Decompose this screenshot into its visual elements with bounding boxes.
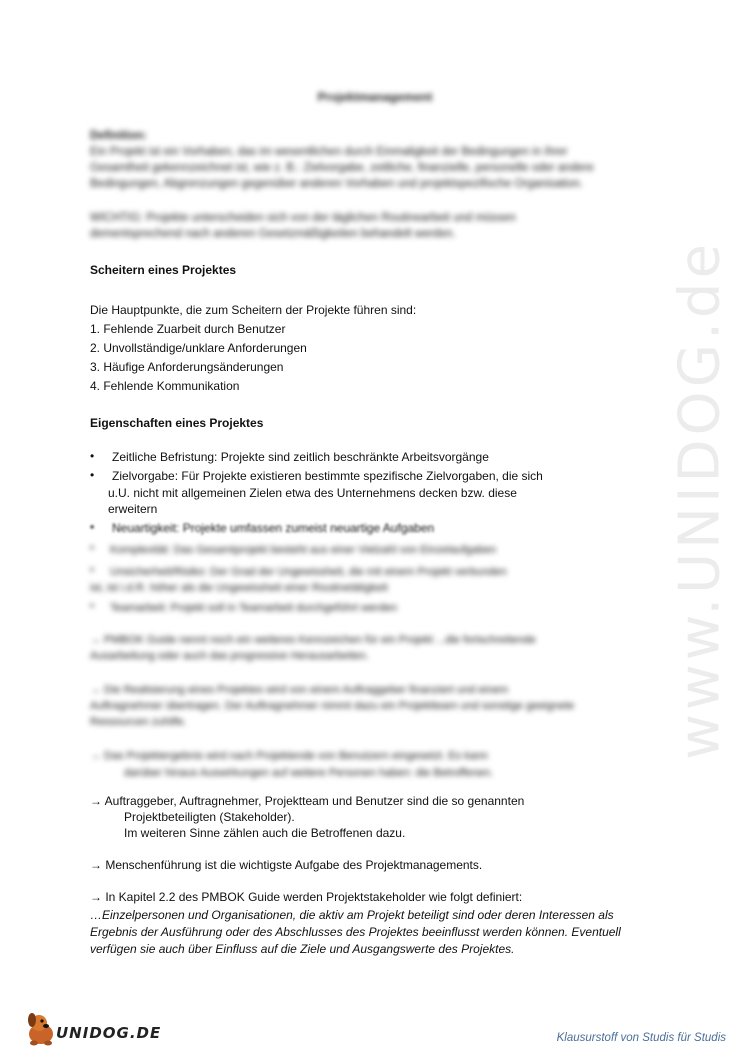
important-block bbox=[90, 210, 630, 242]
footer-tagline: Klausurstoff von Studis für Studis bbox=[556, 1032, 726, 1044]
paragraph-line: darüber hinaus Auswirkungen auf weitere Personen haben: die Betroffenen. bbox=[124, 767, 494, 779]
pmbok-definition-quote: verfügen sie auch über Einfluss auf die Ziele und Ausgangswerte des Projektes. bbox=[90, 942, 515, 956]
bullet-text: Zeitliche Befristung: Projekte sind zeitlich beschränkte Arbeitsvorgänge bbox=[112, 450, 489, 464]
watermark bbox=[640, 240, 750, 760]
paragraph-line: → PMBOK Guide nennt noch ein weiteres Kennzeichen für ein Projekt ...die fortschreitende bbox=[90, 634, 536, 646]
bullet-text: Zielvorgabe: Für Projekte existieren bestimmte spezifische Zielvorgaben, die sich bbox=[112, 469, 543, 483]
stakeholder-line: → Auftraggeber, Auftragnehmer, Projektteam und Benutzer sind die so genannten bbox=[90, 794, 525, 808]
important-line: dementsprechend nach anderen Gesetzmäßigkeiten behandelt werden. bbox=[90, 228, 456, 240]
bullet-text: Komplexität: Das Gesamtprojekt besteht aus einer Vielzahl von Einzelaufgaben bbox=[110, 544, 497, 556]
bullet-text: erweitern bbox=[108, 502, 158, 516]
stakeholder-line: Projektbeteiligten (Stakeholder). bbox=[124, 810, 295, 824]
definition-block bbox=[90, 128, 630, 192]
list-item: 2. Unvollständige/unklare Anforderungen bbox=[90, 341, 307, 355]
page-title: Projektmanagement bbox=[317, 90, 433, 104]
section1-intro: Die Hauptpunkte, die zum Scheitern der Projekte führen sind: bbox=[90, 303, 417, 317]
stakeholder-line: Im weiteren Sinne zählen auch die Betroffenen dazu. bbox=[124, 826, 406, 840]
bullet-icon: • bbox=[90, 564, 94, 576]
list-item: 4. Fehlende Kommunikation bbox=[90, 379, 240, 393]
definition-heading: Definition: bbox=[90, 130, 147, 142]
watermark-text: www.UNIDOG.de bbox=[667, 240, 733, 760]
pmbok-definition-quote: …Einzelpersonen und Organisationen, die aktiv am Projekt beteiligt sind oder deren Interessen als bbox=[90, 908, 614, 922]
definition-line: Ein Projekt ist ein Vorhaben, das im wesentlichen durch Einmaligkeit der Bedingungen in ihrer bbox=[90, 146, 568, 158]
bullet-icon: • bbox=[90, 520, 95, 534]
bullet-icon: • bbox=[90, 468, 95, 482]
bullet-text: Teamarbeit: Projekt soll in Teamarbeit durchgeführt werden bbox=[110, 602, 398, 614]
section-heading-scheitern: Scheitern eines Projektes bbox=[90, 263, 237, 277]
bullet-text: Unsicherheit/Risiko: Der Grad der Ungewissheit, die mit einem Projekt verbunden bbox=[110, 566, 507, 578]
list-item: 3. Häufige Anforderungsänderungen bbox=[90, 360, 284, 374]
bullet-text: u.U. nicht mit allgemeinen Zielen etwa des Unternehmens decken bzw. diese bbox=[108, 486, 517, 500]
pmbok-definition-intro: → In Kapitel 2.2 des PMBOK Guide werden Projektstakeholder wie folgt definiert: bbox=[90, 890, 523, 904]
important-line: WICHTIG: Projekte unterscheiden sich von der täglichen Routinearbeit und müssen bbox=[90, 212, 516, 224]
logo-text: UNIDOG.DE bbox=[56, 1024, 162, 1042]
bullet-icon: • bbox=[90, 449, 95, 463]
bullet-icon: • bbox=[90, 542, 94, 554]
bullet-icon: • bbox=[90, 600, 94, 612]
paragraph-line: Ressourcen zuhilfe. bbox=[90, 716, 187, 728]
paragraph-line: → Das Projektergebnis wird nach Projektende von Benutzern eingesetzt. Es kann bbox=[90, 750, 489, 762]
pmbok-definition-quote: Ergebnis der Ausführung oder des Abschlusses des Projektes beeinflusst werden können. Eventuell bbox=[90, 925, 621, 939]
paragraph-line: → Die Realisierung eines Projektes wird von einem Auftraggeber finanziert und einem bbox=[90, 684, 509, 696]
leadership-line: → Menschenführung ist die wichtigste Aufgabe des Projektmanagements. bbox=[90, 858, 483, 872]
definition-line: Gesamtheit gekennzeichnet ist, wie z. B.: Zielvorgabe, zeitliche, finanzielle, personelle oder andere bbox=[90, 162, 594, 174]
paragraph-line: Auftragnehmer übertragen. Der Auftragnehmer nimmt dazu ein Projektteam und sonstige geeignete bbox=[90, 700, 575, 712]
bullet-text: Neuartigkeit: Projekte umfassen zumeist neuartige Aufgaben bbox=[112, 521, 435, 535]
bullet-text: ist, ist i.d.R. höher als die Ungewissheit einer Routinetätigkeit bbox=[90, 582, 388, 594]
definition-line: Bedingungen, Abgrenzungen gegenüber anderen Vorhaben und projektspezifische Organisation. bbox=[90, 178, 583, 190]
paragraph-line: Ausarbeitung oder auch das progressive Herausarbeiten. bbox=[90, 650, 369, 662]
dog-icon bbox=[22, 1010, 60, 1048]
section-heading-eigenschaften: Eigenschaften eines Projektes bbox=[90, 416, 264, 430]
list-item: 1. Fehlende Zuarbeit durch Benutzer bbox=[90, 322, 286, 336]
